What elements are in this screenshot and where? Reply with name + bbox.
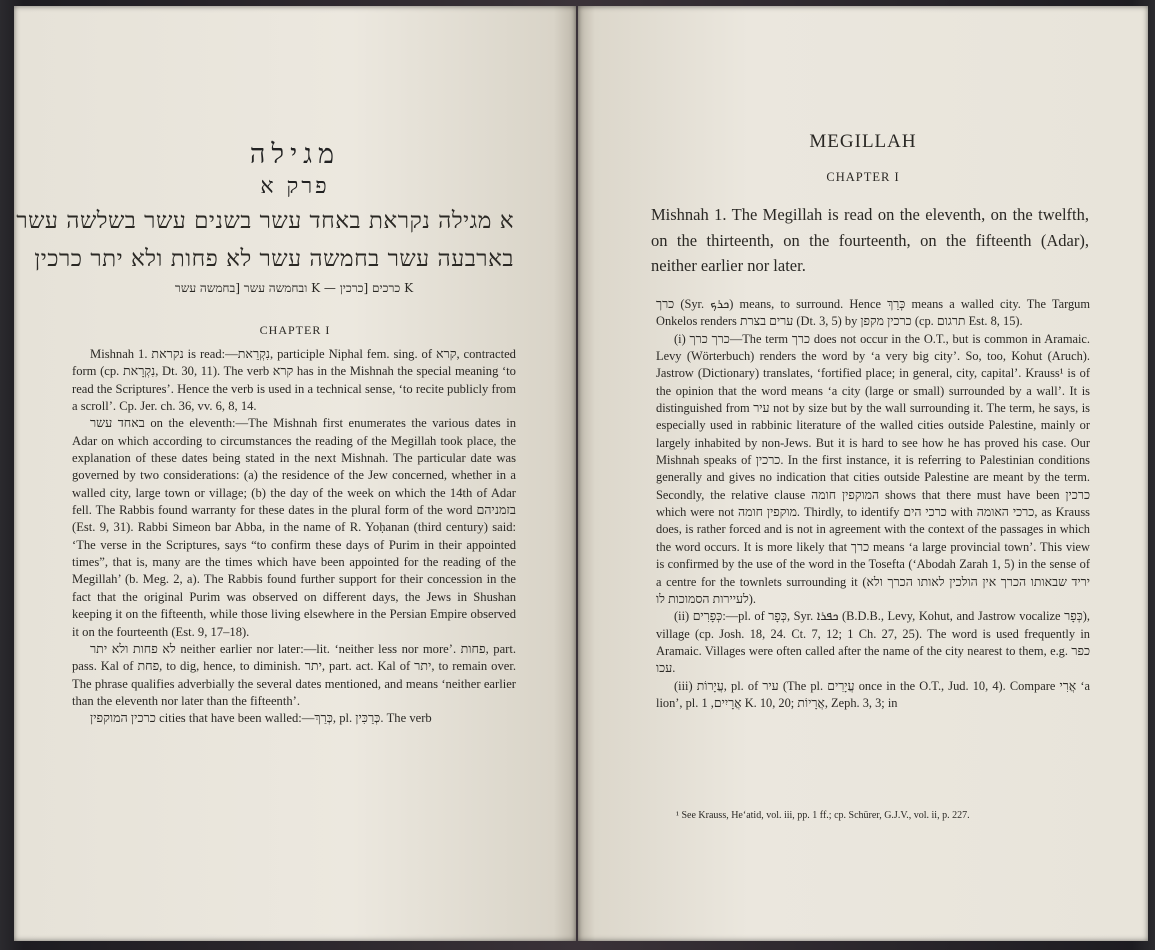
page-title: MEGILLAH bbox=[809, 131, 917, 152]
commentary-paragraph: (iii) עֲיָרוֹת, pl. of עיר (The pl. עֲיָרִים once in the O.T., Jud. 10, 4). Compare אֲרִי ‘a lion’, pl. אֲרָיִים, 1 K. 10, 20; אֲרָיוֹת, Zeph. 3, 3; in bbox=[656, 678, 1090, 710]
mishnah-translation: Mishnah 1. The Megillah is read on the eleventh, on the twelfth, on the thirteenth, on the fourteenth, on the fifteenth (Adar), neither earlier nor later. bbox=[651, 205, 1089, 275]
commentary-paragraph: כרך (Syr. ܟܪܟ) means, to surround. Hence כְּרַךְ means a walled city. The Targum Onkelos renders ערים בצרת (Dt. 3, 5) by כרכין מקפן (cp. תרגום Est. 8, 15). bbox=[656, 297, 1091, 329]
right-commentary bbox=[656, 296, 1090, 712]
commentary-paragraph: כרכין המוקפין cities that have been walled:—כְּרַךְ, pl. כְּרַכִּין. The verb bbox=[90, 711, 432, 726]
commentary-paragraph: לא פחות ולא יתר neither earlier nor later:—lit. ‘neither less nor more’. פחות, part. pass. Kal of פחת, to dig, hence, to diminish. יתר, part. act. Kal of יתר, to remain over. The phrase qualifies adverbially the several dates mentioned, and means ‘neither earlier than the eleventh nor later than the fifteenth’. bbox=[72, 641, 517, 708]
chapter-heading-right: CHAPTER I bbox=[826, 170, 900, 184]
chapter-heading: CHAPTER I bbox=[259, 323, 331, 337]
left-page bbox=[14, 6, 576, 941]
right-page bbox=[578, 6, 1148, 941]
hebrew-text-line-2: בארבעה עשר בחמשה עשר לא פחות ולא יתר כרכין bbox=[34, 246, 514, 272]
left-commentary bbox=[72, 346, 516, 728]
commentary-paragraph: באחד עשר on the eleventh:—The Mishnah first enumerates the various dates in Adar on which according to circumstances the reading of the Megillah took place, the explanation of these dates being stated in the next Mishnah. The particular date was governed by two considerations: (a) the residence of the Jew concerned, whether in a walled city, large town or village; (b) the day of the week on which the 14th of Adar fell. The Rabbis found warranty for these dates in the plural form of the word בזמניהם (Est. 9, 31). Rabbi Simeon bar Abba, in the name of R. Yoḥanan (third century) said: ‘The verse in the Scriptures, says “to confirm these days of Purim in their appointed times”, that is, many are the times which have been appointed for the reading of the Megillah’ (b. Meg. 2, a). The Rabbis found further support for their concession in the fact that the original Purim was observed on different days, the Jews in Shushan keeping it on the fifteenth, while those living elsewhere in the Persian Empire observed it on the fourteenth (Est. 9, 17–18). bbox=[72, 416, 517, 639]
commentary-paragraph: (i) כרך כרך—The term כרך does not occur in the O.T., but is common in Aramaic. Levy (Wörterbuch) renders the word by ‘a very big city’. So, too, Kohut (Aruch). Jastrow (Dictionary) translates, ‘fortified place; in general, city, capital’. Krauss¹ is of the opinion that the word means ‘a city (large or small) surrounded by a wall’. It is distinguished from עיר not by size but by the wall surrounding it. The term, he says, is especially used in rabbinic literature of the walled cities outside Palestine, mainly or largely inhabited by non-Jews. But it is hard to see how he has proved his case. Our Mishnah speaks of כרכין. In the first instance, it is referring to Palestinian conditions generally and gives no indication that cities outside Palestine are meant by the term. Secondly, the relative clause המוקפין חומה shows that there must have been כרכין which were not מוקפין חומה. Thirdly, to identify כרכי הים with כרכי האומה, as Krauss does, is rather forced and is not in agreement with the context of the passages in which the word occurs. It is more likely that כרך means ‘a large provincial town’. This view is confirmed by the use of the word in the Tosefta (‘Abodah Zarah 1, 5) in the sense of a centre for the townlets surrounding it (יריד שבאותו הכרך אין הולכין לאותו הכרך ולא לעיירות הסמוכות לו). bbox=[656, 331, 1091, 606]
hebrew-text-line-1: א מגילה נקראת באחד עשר בשנים עשר בשלשה עשר bbox=[16, 208, 514, 234]
footnote: ¹ See Krauss, He‘atid, vol. iii, pp. 1 ff.; cp. Schürer, G.J.V., vol. ii, p. 227. bbox=[676, 810, 970, 821]
commentary-paragraph: Mishnah 1. נקראת is read:—נִקְרֵאת, participle Niphal fem. sing. of קרא, contracted form (cp. נִקְרָאת, Dt. 30, 11). The verb קרא has in the Mishnah the special meaning ‘to read the Scriptures’. Hence the verb is used in a technical sense, ‘to recite publicly from a scroll’. Cp. Jer. ch. 36, vv. 6, 8, 14. bbox=[72, 347, 516, 414]
variant-note: K כרכים [כרכין — K ובחמשה עשר [בחמשה עשר bbox=[174, 281, 414, 295]
hebrew-chapter: פרק א bbox=[260, 174, 330, 199]
commentary-paragraph: (ii) כְּפָרִים:—pl. of כְּפָר, Syr. ܟܦܪܐ (B.D.B., Levy, Kohut, and Jastrow vocalize כְּפָר), village (cp. Josh. 18, 24. Ct. 7, 12; 1 Ch. 27, 25). The word is used frequently in Aramaic. Villages were often called after the name of the city nearest to them, e.g. כפר עכו. bbox=[656, 609, 1090, 676]
hebrew-title: מגילה bbox=[249, 139, 341, 170]
